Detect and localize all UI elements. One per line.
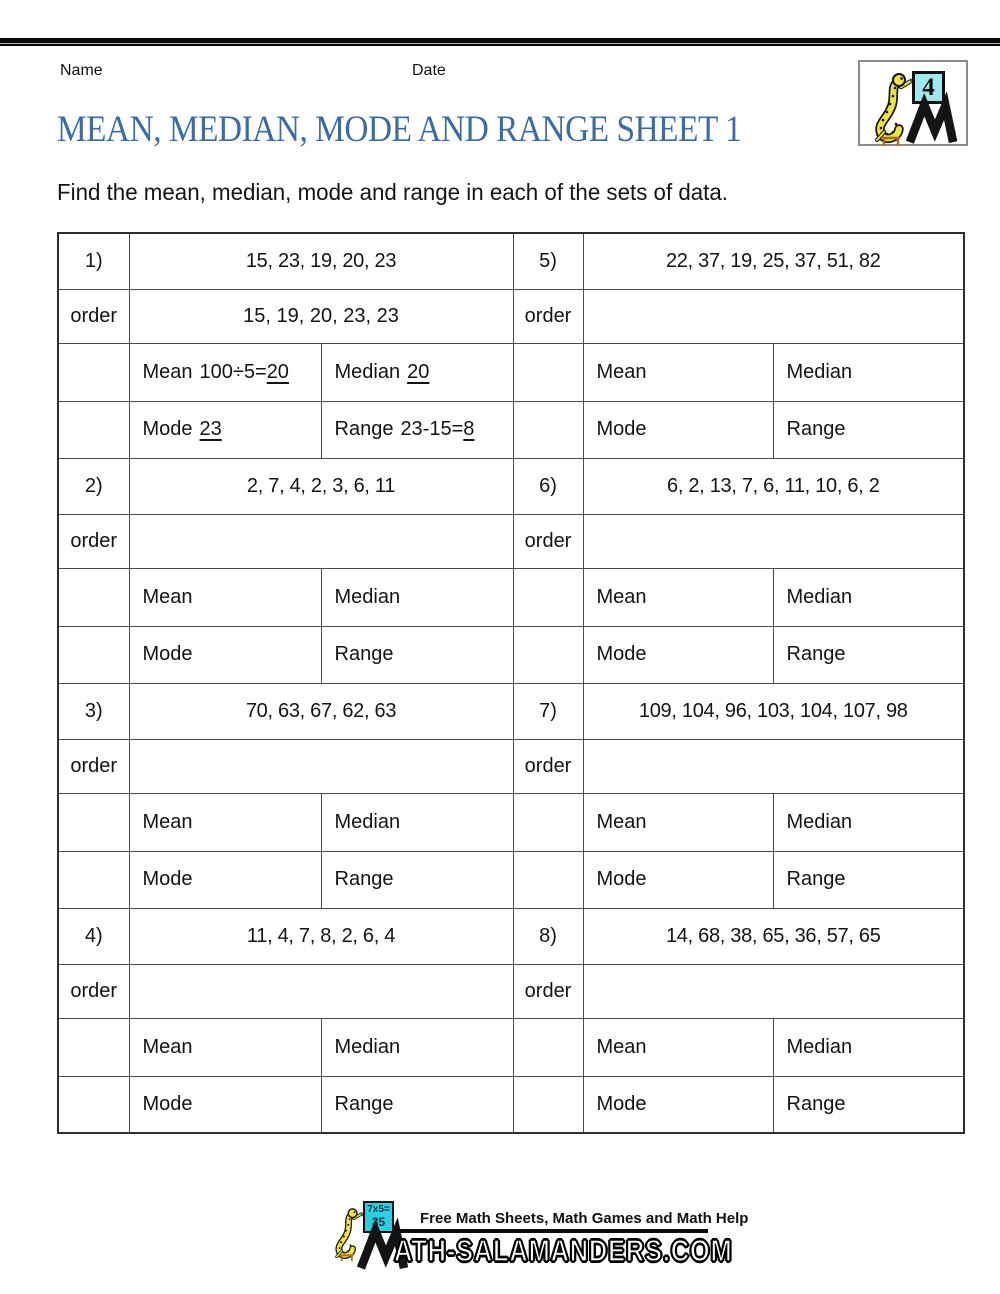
mean-cell [583,343,773,401]
problem-number: 6) [513,458,583,514]
problem-number: 5) [513,233,583,289]
instruction-text: Find the mean, median, mode and range in each of the sets of data. [57,179,728,205]
table-row [58,233,964,289]
order-answer-cell [583,289,964,343]
stat-label: Median [786,1035,853,1058]
blank-cell [58,401,129,458]
order-label: order [513,289,583,343]
data-set: 6, 2, 13, 7, 6, 11, 10, 6, 2 [583,458,964,514]
problem-number: 3) [58,683,129,739]
stat-label: Mean [596,810,647,833]
blank-cell [513,793,583,851]
data-set: 70, 63, 67, 62, 63 [129,683,513,739]
stat-label: Range [334,1092,394,1115]
table-row [58,964,964,1018]
table-row [58,568,964,626]
footer-tagline: Free Math Sheets, Math Games and Math Help [420,1210,749,1227]
order-answer-cell: 15, 19, 20, 23, 23 [129,289,513,343]
order-answer-cell [129,964,513,1018]
mode-cell [129,401,321,458]
mean-cell [129,1018,321,1076]
stat-label: Median [334,810,401,833]
table-row [58,1018,964,1076]
worksheet-table [57,232,965,1134]
table-row [58,683,964,739]
blank-cell [513,626,583,683]
mode-cell [129,1076,321,1133]
mode-cell [583,851,773,908]
m-letter-icon [906,99,956,145]
order-answer-cell [583,964,964,1018]
mean-cell [583,1018,773,1076]
stat-label: Mode [596,643,647,665]
stat-label: Median [334,360,401,383]
table-row [58,343,964,401]
table-row [58,1076,964,1133]
mode-cell [583,1076,773,1133]
data-set: 15, 23, 19, 20, 23 [129,233,513,289]
range-cell [773,626,964,683]
data-set: 22, 37, 19, 25, 37, 51, 82 [583,233,964,289]
order-label: order [58,964,129,1018]
blank-cell [513,1018,583,1076]
stat-label: Mean [142,1035,193,1058]
blank-cell [58,568,129,626]
table-row [58,514,964,568]
stat-label: Median [334,1035,401,1058]
stat-label: Mean [596,1035,647,1058]
data-set: 109, 104, 96, 103, 104, 107, 98 [583,683,964,739]
data-set: 14, 68, 38, 65, 36, 57, 65 [583,908,964,964]
stat-label: Mode [142,1092,193,1115]
order-label: order [513,964,583,1018]
footer-math-box-line1: 7x5= [367,1204,390,1216]
blank-cell [58,343,129,401]
stat-label: Mode [142,643,193,665]
stat-label: Range [334,868,394,890]
stat-work: 23-15= [400,418,464,440]
stat-label: Mean [142,585,193,608]
mean-cell [129,568,321,626]
stat-label: Mean [596,360,647,383]
stat-label: Mode [142,418,193,440]
blank-cell [513,343,583,401]
data-set: 2, 7, 4, 2, 3, 6, 11 [129,458,513,514]
stat-answer: 20 [407,360,430,383]
blank-cell [58,851,129,908]
mode-cell [129,851,321,908]
order-answer-cell [129,514,513,568]
table-row [58,739,964,793]
problem-number: 7) [513,683,583,739]
site-name: ATH-SALAMANDERS.COM [394,1233,733,1268]
order-label: order [513,739,583,793]
stat-answer: 20 [266,360,289,383]
mean-cell [129,343,321,401]
table-row [58,401,964,458]
range-cell [773,1076,964,1133]
median-cell [773,1018,964,1076]
stat-label: Range [786,1092,846,1115]
mean-cell [583,793,773,851]
data-set: 11, 4, 7, 8, 2, 6, 4 [129,908,513,964]
grade-number: 4 [922,73,935,101]
blank-cell [513,401,583,458]
table-row [58,851,964,908]
problem-number: 1) [58,233,129,289]
stat-label: Median [334,585,401,608]
stat-work: 100÷5= [199,360,267,383]
table-row [58,908,964,964]
table-row [58,793,964,851]
order-answer-cell [129,739,513,793]
table-row [58,626,964,683]
stat-label: Range [334,643,394,665]
blank-cell [513,851,583,908]
stat-label: Mode [142,868,193,890]
blank-cell [513,568,583,626]
stat-label: Range [786,643,846,665]
mean-cell [583,568,773,626]
stat-label: Mode [596,1092,647,1115]
range-cell [321,626,513,683]
stat-label: Mean [142,810,193,833]
stat-label: Range [786,418,846,440]
problem-number: 4) [58,908,129,964]
mode-cell [583,626,773,683]
stat-label: Mode [596,868,647,890]
top-rule-bar [0,38,1000,46]
blank-cell [58,1076,129,1133]
range-cell [773,851,964,908]
stat-answer: 8 [463,418,475,440]
problem-number: 2) [58,458,129,514]
mode-cell [129,626,321,683]
blank-cell [58,626,129,683]
stat-label: Range [786,868,846,890]
table-row [58,458,964,514]
stat-label: Mode [596,418,647,440]
median-cell [321,568,513,626]
median-cell [321,343,513,401]
grade-badge-logo [858,60,968,146]
median-cell [773,568,964,626]
order-label: order [58,289,129,343]
stat-label: Mean [596,585,647,608]
blank-cell [58,793,129,851]
problem-number: 8) [513,908,583,964]
order-label: order [58,514,129,568]
median-cell [773,343,964,401]
stat-label: Median [786,810,853,833]
date-label: Date [412,62,446,79]
order-answer-cell [583,739,964,793]
stat-label: Mean [142,360,193,383]
stat-label: Median [786,360,853,383]
order-label: order [58,739,129,793]
median-cell [321,1018,513,1076]
page-title: MEAN, MEDIAN, MODE AND RANGE SHEET 1 [57,109,742,150]
table-row [58,289,964,343]
blank-cell [58,1018,129,1076]
order-answer-cell [583,514,964,568]
median-cell [321,793,513,851]
stat-answer: 23 [199,418,222,440]
range-cell [321,1076,513,1133]
mode-cell [583,401,773,458]
blank-cell [513,1076,583,1133]
mean-cell [129,793,321,851]
stat-label: Range [334,418,394,440]
range-cell [321,851,513,908]
median-cell [773,793,964,851]
range-cell [321,401,513,458]
stat-label: Median [786,585,853,608]
footer-math-box-line2: 35 [371,1214,386,1229]
name-label: Name [60,62,103,79]
order-label: order [513,514,583,568]
range-cell [773,401,964,458]
